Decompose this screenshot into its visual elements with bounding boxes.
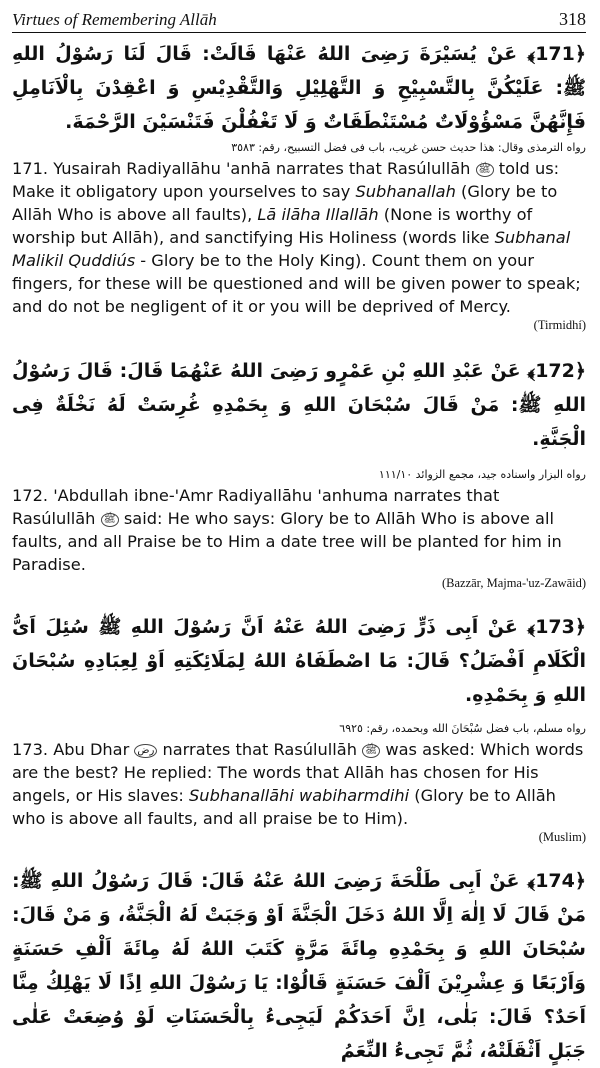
page-header — [12, 4, 586, 33]
radiyallahu-icon: رض — [134, 744, 157, 758]
hadith-171 — [12, 37, 586, 334]
hadith-174 — [12, 864, 586, 1068]
hadith-171-arabic: ﴿171﴾ عَنْ يُسَيْرَةَ رَضِىَ اللهُ عَنْهَا قَالَتْ: قَالَ لَنَا رَسُوْلُ اللهِ ﷺ: عَلَيْكُنَّ بِالتَّسْبِيْحِ وَ التَّهْلِيْلِ وَالتَّقْدِيْسِ وَ اعْقِدْنَ بِالْاَنَامِلِ فَإِنَّهُنَّ مَسْؤُوْلَاتٌ مُسْتَنْطَقَاتٌ وَ لَا تَغْفُلْنَ فَتَنْسَيْنَ الرَّحْمَةَ. — [12, 43, 586, 133]
hadith-173-arabic-reference: رواه مسلم، باب فضل سُبْحَانَ الله وبحمده، رقم: ٦٩٢٥ — [339, 722, 586, 735]
hadith-171-arabic-reference: رواه الترمذى وقال: هذا حديث حسن غريب، باب فى فضل التسبيح، رقم: ٣٥٨٣ — [231, 141, 586, 154]
pbuh-icon: ﷺ — [362, 744, 380, 758]
hadith-173-translation: 173. Abu Dhar رض narrates that Rasúlullāh ﷺ was asked: Which words are the best? He replied: The words that Allāh has chosen for His angels, or His slaves: Subhanallāhi wabiharmdihi (Glory be to Allāh who is above all faults, and all praise be to Him). — [12, 740, 584, 828]
hadith-173 — [12, 610, 586, 846]
hadith-172-arabic-reference: رواه البزار واسناده جيد، مجمع الزوائد ١١١/١٠ — [378, 468, 586, 481]
hadith-172-translation: 172. 'Abdullah ibne-'Amr Radiyallāhu 'anhuma narrates that Rasúlullāh ﷺ said: He who says: Glory be to Allāh Who is above all faults, and all Praise be to Him a date tree will be planted for him in Paradise. — [12, 486, 562, 574]
hadith-172-source: (Bazzār, Majma-'uz-Zawāid) — [441, 576, 586, 590]
hadith-171-translation: 171. Yusairah Radiyallāhu 'anhā narrates that Rasúlullāh ﷺ told us: Make it obligatory upon yourselves to say Subhanallah (Glory be to Allāh Who is above all faults), Lā ilāha Illallāh (None is worthy of worship but Allāh), and sanctifying His Holiness (words like Subhanal Malikil Quddiús - Glory be to the Holy King). Count them on your fingers, for these will be questioned and will be given power to speak; and do not be negligent of it or you will be deprived of Mercy. — [12, 159, 581, 316]
hadith-174-arabic: ﴿174﴾ عَنْ اَبِى طَلْحَةَ رَضِىَ اللهُ عَنْهُ قَالَ: قَالَ رَسُوْلُ اللهِ ﷺ: مَنْ قَالَ لَا اِلٰهَ اِلَّا اللهُ دَخَلَ الْجَنَّةَ اَوْ وَجَبَتْ لَهُ الْجَنَّةُ، وَ مَنْ قَالَ: سُبْحَانَ اللهِ وَ بِحَمْدِهِ مِائَةَ مَرَّةٍ كَتَبَ اللهُ لَهُ مِائَةَ اَلْفِ حَسَنَةٍ وَاَرْبَعًا وَ عِشْرِيْنَ اَلْفَ حَسَنَةٍ قَالُوْا: يَا رَسُوْلَ اللهِ اِذًا لَا يَهْلِكُ مِنَّا اَحَدٌ؟ قَالَ: بَلٰى، اِنَّ اَحَدَكُمْ لَيَجِىءُ بِالْحَسَنَاتِ لَوْ وُضِعَتْ عَلٰى جَبَلٍ اَثْقَلَتْهُ، ثُمَّ تَجِىءُ النِّعَمُ — [12, 870, 586, 1062]
hadith-173-source: (Muslim) — [538, 830, 586, 844]
hadith-172 — [12, 354, 586, 592]
page-number: 318 — [559, 9, 586, 29]
pbuh-icon: ﷺ — [101, 513, 119, 527]
hadith-173-arabic: ﴿173﴾ عَنْ اَبِى ذَرٍّ رَضِىَ اللهُ عَنْهُ اَنَّ رَسُوْلَ اللهِ ﷺ سُئِلَ اَىُّ الْكَلَامِ اَفْضَلُ؟ قَالَ: مَا اصْطَفَاهُ اللهُ لِمَلَائِكَتِهِ اَوْ لِعِبَادِهِ سُبْحَانَ اللهِ وَ بِحَمْدِهِ. — [12, 616, 586, 706]
hadith-171-source: (Tirmidhí) — [533, 318, 586, 332]
page-title: Virtues of Remembering Allāh — [12, 10, 217, 29]
pbuh-icon: ﷺ — [476, 163, 494, 177]
hadith-172-arabic: ﴿172﴾ عَنْ عَبْدِ اللهِ بْنِ عَمْرٍو رَضِىَ اللهُ عَنْهُمَا قَالَ: قَالَ رَسُوْلُ اللهِ ﷺ: مَنْ قَالَ سُبْحَانَ اللهِ وَ بِحَمْدِهِ غُرِسَتْ لَهُ نَخْلَةٌ فِى الْجَنَّةِ. — [12, 360, 586, 450]
